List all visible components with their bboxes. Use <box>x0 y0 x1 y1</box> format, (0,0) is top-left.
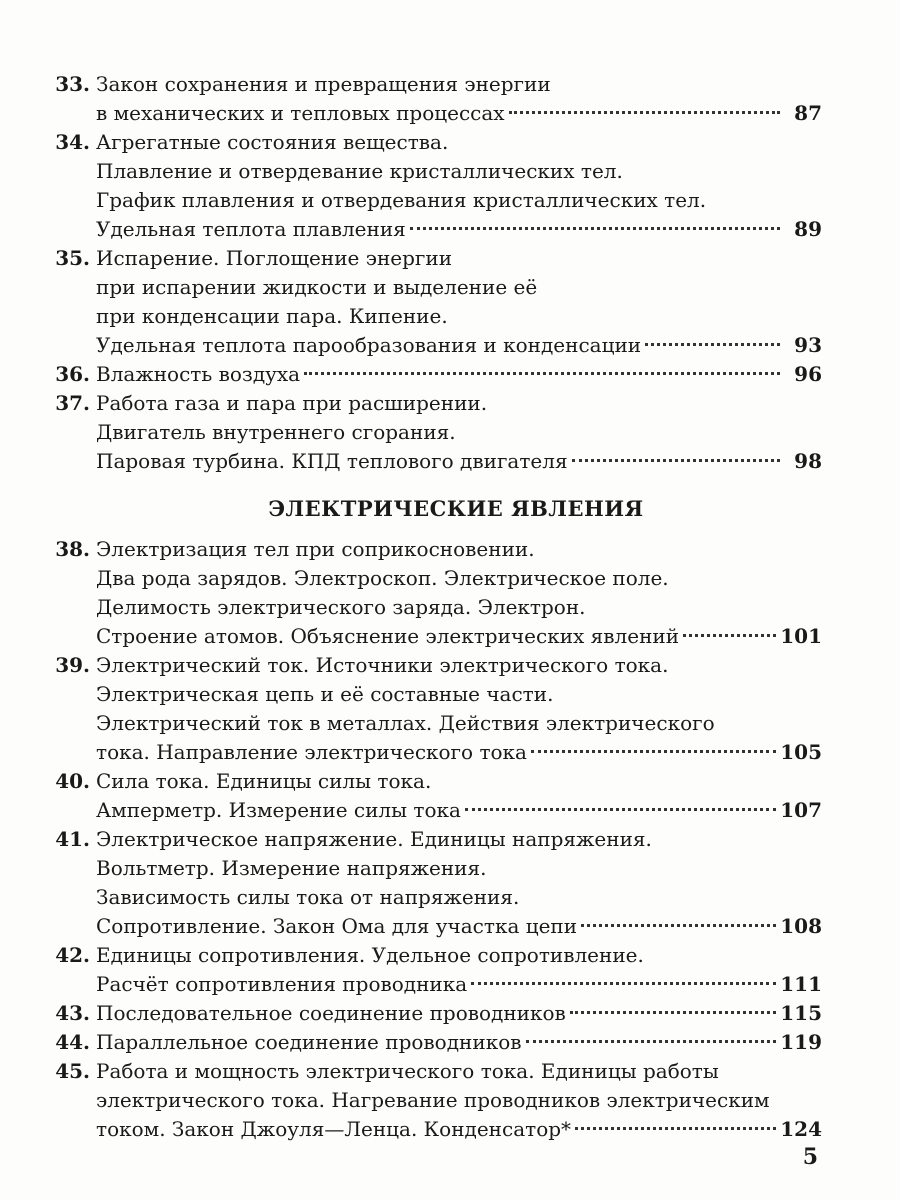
toc-entry-line: Два рода зарядов. Электроскоп. Электрическое поле. <box>96 566 669 590</box>
dot-leader <box>526 1040 777 1043</box>
dot-leader <box>645 343 780 346</box>
toc-entry-line: Зависимость силы тока от напряжения. <box>96 885 520 909</box>
toc-entry-line: Вольтметр. Измерение напряжения. <box>96 856 487 880</box>
toc-entry-page: 111 <box>780 972 822 996</box>
toc-entry-line <box>96 215 822 244</box>
toc-entry-line: Электрическая цепь и её составные части. <box>96 682 554 706</box>
toc-entry-line: Закон сохранения и превращения энергии <box>96 72 551 96</box>
toc-entry-line: электрического тока. Нагревание проводников электрическим <box>96 1088 770 1112</box>
section-heading: ЭЛЕКТРИЧЕСКИЕ ЯВЛЕНИЯ <box>268 496 644 521</box>
toc-entry-text: тока. Направление электрического тока <box>96 740 527 764</box>
toc-entry-page: 124 <box>780 1117 822 1141</box>
toc-entry-page: 89 <box>794 217 822 241</box>
toc-entry-line: при испарении жидкости и выделение её <box>96 275 538 299</box>
toc-entry-line: Испарение. Поглощение энергии <box>96 246 453 270</box>
toc-entry <box>50 1028 822 1057</box>
toc-entry-line: Электрический ток в металлах. Действия электрического <box>96 711 715 735</box>
toc-entry-number: 37. <box>55 391 90 415</box>
toc-entry-line <box>96 331 822 360</box>
toc-entry-line <box>96 796 822 825</box>
toc-entry-text: Параллельное соединение проводников <box>96 1030 522 1054</box>
toc-entry <box>50 360 822 389</box>
toc-entry-number: 39. <box>55 653 90 677</box>
toc-entry-page: 107 <box>780 798 822 822</box>
toc-entry <box>50 825 822 941</box>
toc-entry-number: 42. <box>55 943 90 967</box>
toc-entry <box>50 999 822 1028</box>
toc-entry <box>50 128 822 244</box>
toc-entry-number: 35. <box>55 246 90 270</box>
toc-entry-number: 43. <box>55 1001 90 1025</box>
dot-leader <box>683 634 776 637</box>
toc-entry-page: 96 <box>794 362 822 386</box>
toc-entry-number: 34. <box>55 130 90 154</box>
toc-entry-page: 108 <box>780 914 822 938</box>
toc-entry-line: Сила тока. Единицы силы тока. <box>96 769 432 793</box>
toc-entry-line: Электрическое напряжение. Единицы напряжения. <box>96 827 652 851</box>
toc-entry <box>50 1057 822 1144</box>
toc-entry-line <box>96 912 822 941</box>
dot-leader <box>410 227 780 230</box>
toc-entry-text: Амперметр. Измерение силы тока <box>96 798 461 822</box>
dot-leader <box>570 1011 776 1014</box>
toc-entry-line: Единицы сопротивления. Удельное сопротивление. <box>96 943 644 967</box>
toc-entry-line: Работа газа и пара при расширении. <box>96 391 488 415</box>
toc-entry-line: при конденсации пара. Кипение. <box>96 304 448 328</box>
toc-entry <box>50 941 822 999</box>
toc-entry-text: в механических и тепловых процессах <box>96 101 505 125</box>
toc-entry-line: Делимость электрического заряда. Электрон. <box>96 595 586 619</box>
toc-entry <box>50 389 822 476</box>
toc-entry-page: 115 <box>780 1001 822 1025</box>
toc-entry <box>50 244 822 360</box>
toc-entry-number: 36. <box>55 362 90 386</box>
dot-leader <box>471 982 776 985</box>
toc-entry-line <box>96 622 822 651</box>
toc-entry-line <box>96 447 822 476</box>
toc-entry <box>50 767 822 825</box>
toc-entry-text: Удельная теплота плавления <box>96 217 406 241</box>
toc-entry-line: Двигатель внутреннего сгорания. <box>96 420 456 444</box>
toc-entry-number: 41. <box>55 827 90 851</box>
table-of-contents <box>50 70 822 1144</box>
toc-entry-line <box>96 970 822 999</box>
toc-entry-line: Агрегатные состояния вещества. <box>96 130 449 154</box>
toc-entry-number: 40. <box>55 769 90 793</box>
dot-leader <box>572 459 780 462</box>
toc-entry-text: Удельная теплота парообразования и конденсации <box>96 333 642 357</box>
toc-entry-page: 93 <box>794 333 822 357</box>
toc-entry-line <box>96 738 822 767</box>
dot-leader <box>304 372 780 375</box>
toc-entry-text: Влажность воздуха <box>96 362 301 386</box>
toc-entry-number: 38. <box>55 537 90 561</box>
toc-entry <box>50 651 822 767</box>
toc-entry-text: Паровая турбина. КПД теплового двигателя <box>96 449 568 473</box>
toc-entry-number: 33. <box>55 72 90 96</box>
toc-entry-page: 105 <box>780 740 822 764</box>
toc-entry-page: 87 <box>794 101 822 125</box>
toc-entry-page: 119 <box>780 1030 822 1054</box>
toc-entry-line <box>96 1028 822 1057</box>
dot-leader <box>509 111 780 114</box>
toc-list-electric <box>50 535 822 1144</box>
toc-entry-line: Плавление и отвердевание кристаллических тел. <box>96 159 623 183</box>
toc-entry-text: Сопротивление. Закон Ома для участка цепи <box>96 914 578 938</box>
toc-entry-line: Электрический ток. Источники электрического тока. <box>96 653 669 677</box>
dot-leader <box>465 808 776 811</box>
toc-entry-text: током. Закон Джоуля—Ленца. Конденсатор* <box>96 1117 572 1141</box>
dot-leader <box>575 1127 776 1130</box>
toc-entry-line <box>96 360 822 389</box>
toc-entry <box>50 70 822 128</box>
toc-entry-text: Строение атомов. Объяснение электрических явлений <box>96 624 680 648</box>
toc-entry-page: 101 <box>780 624 822 648</box>
toc-entry-number: 45. <box>55 1059 90 1083</box>
toc-entry-number: 44. <box>55 1030 90 1054</box>
toc-entry-line <box>96 1115 822 1144</box>
toc-list-thermal <box>50 70 822 476</box>
toc-entry-line <box>96 999 822 1028</box>
toc-entry-line: Работа и мощность электрического тока. Единицы работы <box>96 1059 719 1083</box>
toc-entry-line: График плавления и отвердевания кристаллических тел. <box>96 188 707 212</box>
page-number: 5 <box>802 1144 818 1170</box>
dot-leader <box>531 750 776 753</box>
toc-entry <box>50 535 822 651</box>
dot-leader <box>581 924 776 927</box>
toc-entry-line: Электризация тел при соприкосновении. <box>96 537 535 561</box>
toc-entry-text: Последовательное соединение проводников <box>96 1001 566 1025</box>
toc-entry-text: Расчёт сопротивления проводника <box>96 972 468 996</box>
toc-entry-line <box>96 99 822 128</box>
toc-entry-page: 98 <box>794 449 822 473</box>
